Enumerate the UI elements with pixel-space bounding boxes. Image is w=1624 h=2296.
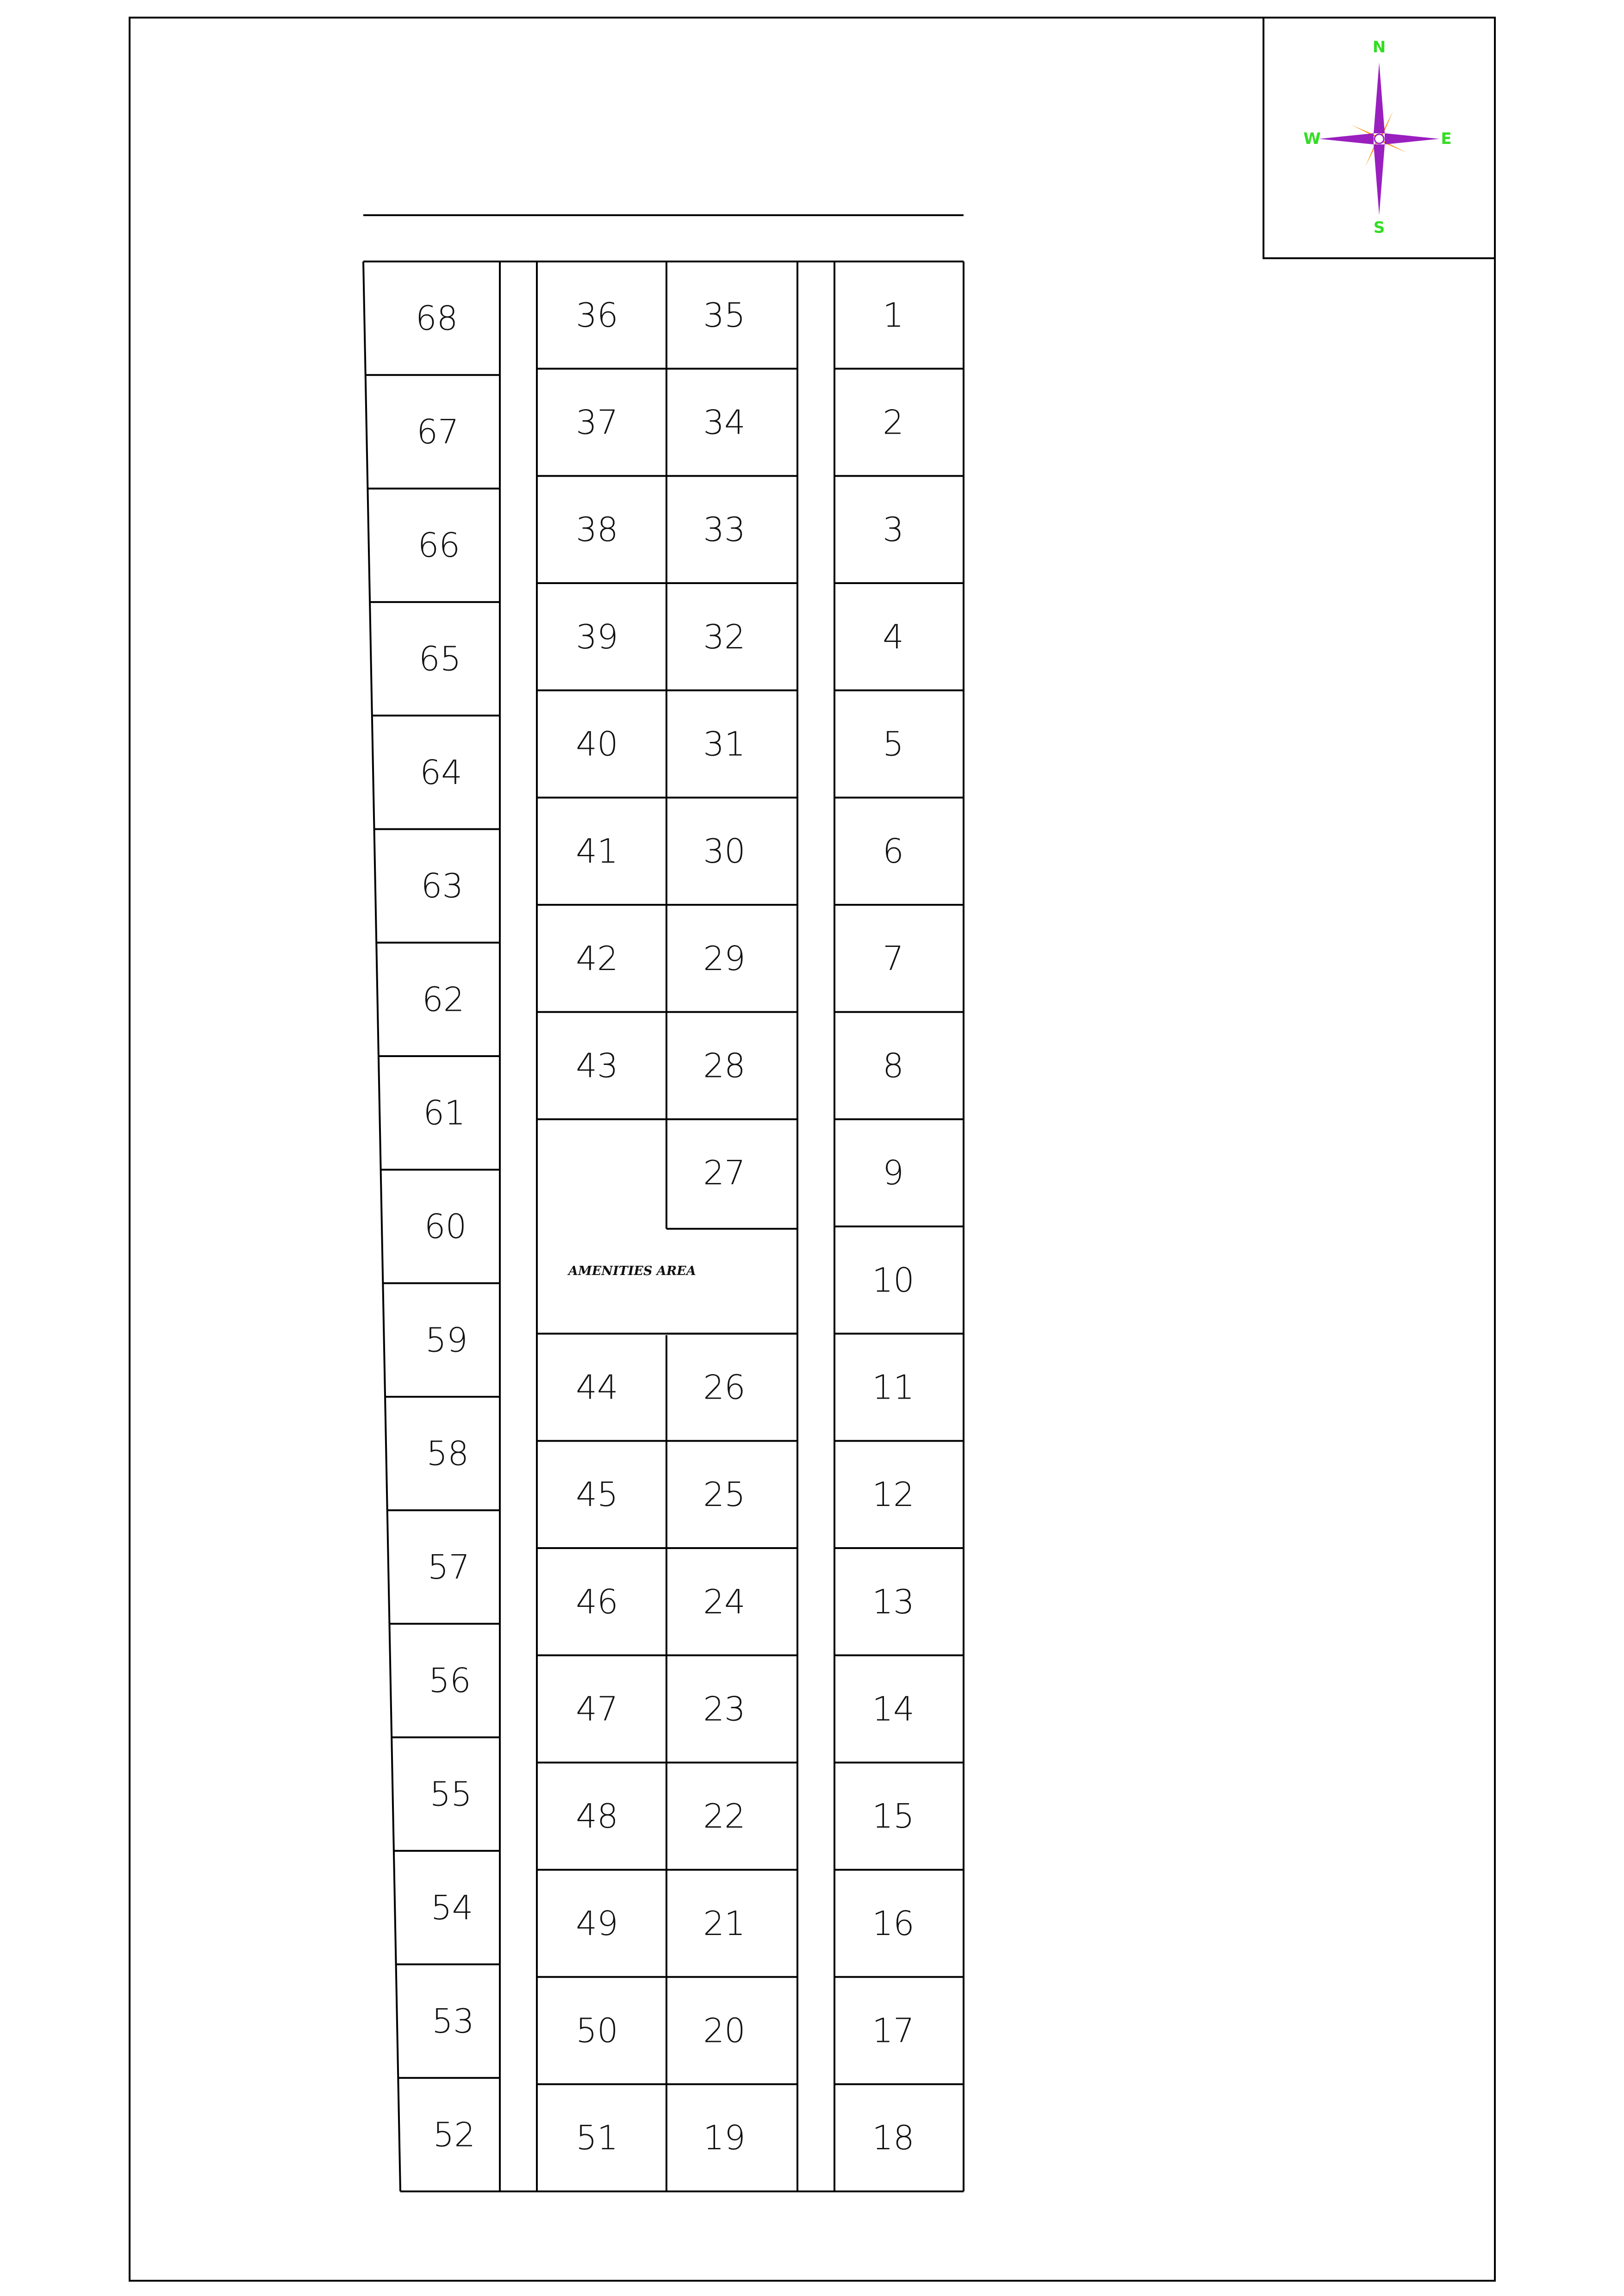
plot-22: 22 bbox=[703, 1797, 746, 1836]
plot-29: 29 bbox=[703, 939, 746, 978]
plot-67: 67 bbox=[417, 412, 459, 451]
plot-46: 46 bbox=[576, 1582, 618, 1621]
plot-27: 27 bbox=[703, 1153, 746, 1193]
plot-19: 19 bbox=[703, 2118, 746, 2158]
plot-48: 48 bbox=[576, 1797, 618, 1836]
plot-25: 25 bbox=[703, 1475, 746, 1514]
plot-63: 63 bbox=[421, 866, 464, 906]
plot-3: 3 bbox=[883, 510, 904, 549]
plot-28: 28 bbox=[703, 1046, 746, 1085]
compass-ray-sw bbox=[1347, 139, 1379, 171]
plot-38: 38 bbox=[576, 510, 618, 549]
plot-26: 26 bbox=[703, 1368, 746, 1407]
plot-57: 57 bbox=[427, 1547, 470, 1587]
plot-33: 33 bbox=[703, 510, 746, 549]
plot-64: 64 bbox=[420, 753, 462, 792]
plot-49: 49 bbox=[576, 1904, 618, 1943]
plot-1: 1 bbox=[883, 295, 904, 335]
plot-40: 40 bbox=[576, 724, 618, 764]
amenities-area-label: AMENITIES AREA bbox=[568, 1264, 696, 1278]
plot-58: 58 bbox=[426, 1434, 469, 1473]
plot-23: 23 bbox=[703, 1689, 746, 1729]
plot-51: 51 bbox=[576, 2118, 618, 2158]
compass-ray-w bbox=[1319, 133, 1374, 144]
plot-18: 18 bbox=[872, 2118, 915, 2158]
plot-20: 20 bbox=[703, 2011, 746, 2050]
plot-15: 15 bbox=[872, 1797, 915, 1836]
plot-36: 36 bbox=[576, 295, 618, 335]
plot-13: 13 bbox=[872, 1582, 915, 1621]
plot-65: 65 bbox=[418, 639, 461, 678]
plot-59: 59 bbox=[425, 1320, 468, 1360]
plot-8: 8 bbox=[883, 1046, 904, 1085]
plot-45: 45 bbox=[576, 1475, 618, 1514]
north-arrow bbox=[1303, 38, 1451, 237]
plot-16: 16 bbox=[872, 1904, 915, 1943]
sheet-border bbox=[130, 18, 1495, 2281]
plot-17: 17 bbox=[872, 2011, 915, 2050]
plot-42: 42 bbox=[576, 939, 618, 978]
plot-24: 24 bbox=[703, 1582, 746, 1621]
compass-ray-ne bbox=[1379, 106, 1412, 139]
plot-68: 68 bbox=[415, 299, 458, 338]
plot-56: 56 bbox=[429, 1661, 471, 1700]
plot-50: 50 bbox=[576, 2011, 618, 2050]
plot-12: 12 bbox=[872, 1475, 915, 1514]
plot-5: 5 bbox=[883, 724, 904, 764]
plot-39: 39 bbox=[576, 617, 618, 656]
plot-54: 54 bbox=[430, 1888, 473, 1927]
compass-w-label: W bbox=[1303, 130, 1321, 148]
plot-55: 55 bbox=[429, 1774, 473, 1814]
plot-52: 52 bbox=[433, 2115, 476, 2154]
plot-34: 34 bbox=[703, 403, 746, 442]
plot-37: 37 bbox=[576, 403, 618, 442]
plot-10: 10 bbox=[872, 1260, 915, 1300]
plot-53: 53 bbox=[432, 2002, 474, 2041]
plot-2: 2 bbox=[883, 403, 904, 442]
plot-11: 11 bbox=[872, 1368, 915, 1407]
compass-ray-se bbox=[1379, 139, 1412, 171]
plot-4: 4 bbox=[883, 617, 904, 656]
plot-35: 35 bbox=[703, 295, 746, 335]
plot-66: 66 bbox=[417, 526, 460, 565]
compass-center bbox=[1375, 134, 1384, 143]
plot-31: 31 bbox=[703, 724, 746, 764]
plot-30: 30 bbox=[703, 832, 746, 871]
plot-6: 6 bbox=[883, 832, 904, 871]
plot-41: 41 bbox=[576, 832, 618, 871]
compass-ray-nw bbox=[1347, 106, 1379, 139]
compass-e-label: E bbox=[1441, 130, 1452, 148]
plot-43: 43 bbox=[576, 1046, 618, 1085]
plot-62: 62 bbox=[422, 980, 465, 1019]
compass-ray-n bbox=[1374, 62, 1385, 133]
plot-60: 60 bbox=[424, 1207, 467, 1246]
compass-ray-s bbox=[1374, 144, 1385, 215]
plot-61: 61 bbox=[423, 1093, 466, 1132]
plot-14: 14 bbox=[872, 1689, 915, 1729]
plot-32: 32 bbox=[703, 617, 746, 656]
compass-n-label: N bbox=[1372, 38, 1386, 56]
plot-9: 9 bbox=[883, 1153, 904, 1193]
compass-s-label: S bbox=[1373, 218, 1385, 237]
plot-21: 21 bbox=[703, 1904, 746, 1943]
plot-47: 47 bbox=[576, 1689, 618, 1729]
plot-7: 7 bbox=[883, 939, 904, 978]
plot-44: 44 bbox=[576, 1368, 618, 1407]
compass-ray-e bbox=[1385, 133, 1439, 144]
